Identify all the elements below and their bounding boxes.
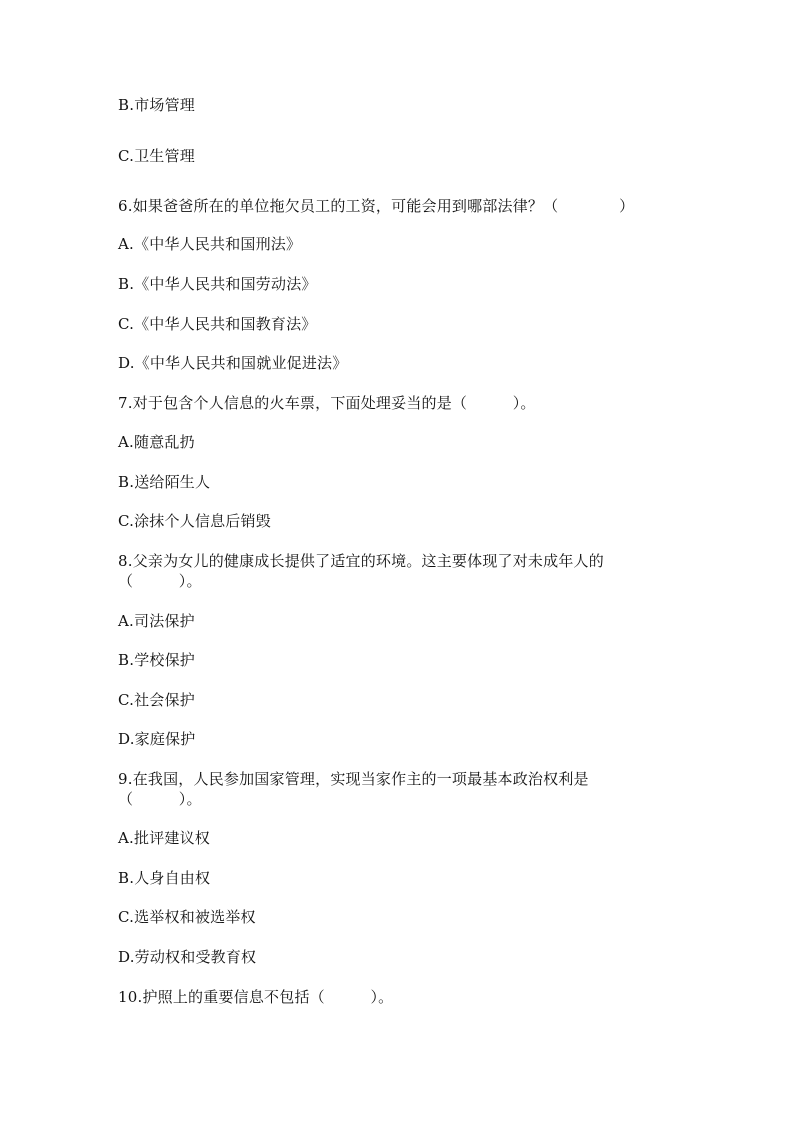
option-9c: C.选举权和被选举权	[118, 908, 256, 926]
option-8b: B.学校保护	[118, 651, 195, 669]
option-6a: A.《中华人民共和国刑法》	[118, 235, 302, 253]
question-9: 9.在我国，人民参加国家管理，实现当家作主的一项最基本政治权利是	[118, 770, 589, 788]
option-7c: C.涂抹个人信息后销毁	[118, 512, 271, 530]
option-8c: C.社会保护	[118, 691, 195, 709]
option-6b: B.《中华人民共和国劳动法》	[118, 275, 317, 293]
option-8a: A.司法保护	[118, 612, 195, 630]
question-7: 7.对于包含个人信息的火车票，下面处理妥当的是（ ）。	[118, 394, 536, 412]
question-8: 8.父亲为女儿的健康成长提供了适宜的环境。这主要体现了对未成年人的	[118, 552, 604, 570]
option-9b: B.人身自由权	[118, 869, 211, 887]
option-8d: D.家庭保护	[118, 730, 196, 748]
option-5c: C.卫生管理	[118, 147, 195, 165]
option-9d: D.劳动权和受教育权	[118, 948, 257, 966]
option-6d: D.《中华人民共和国就业促进法》	[118, 354, 348, 372]
option-7b: B.送给陌生人	[118, 473, 211, 491]
option-7a: A.随意乱扔	[118, 433, 195, 451]
option-6c: C.《中华人民共和国教育法》	[118, 315, 317, 333]
option-5b: B.市场管理	[118, 96, 195, 114]
question-10: 10.护照上的重要信息不包括（ ）。	[118, 988, 394, 1006]
question-9-blank: （ ）。	[118, 790, 202, 808]
question-8-blank: （ ）。	[118, 572, 202, 590]
option-9a: A.批评建议权	[118, 829, 211, 847]
question-6: 6.如果爸爸所在的单位拖欠员工的工资，可能会用到哪部法律？（ ）	[118, 197, 635, 215]
